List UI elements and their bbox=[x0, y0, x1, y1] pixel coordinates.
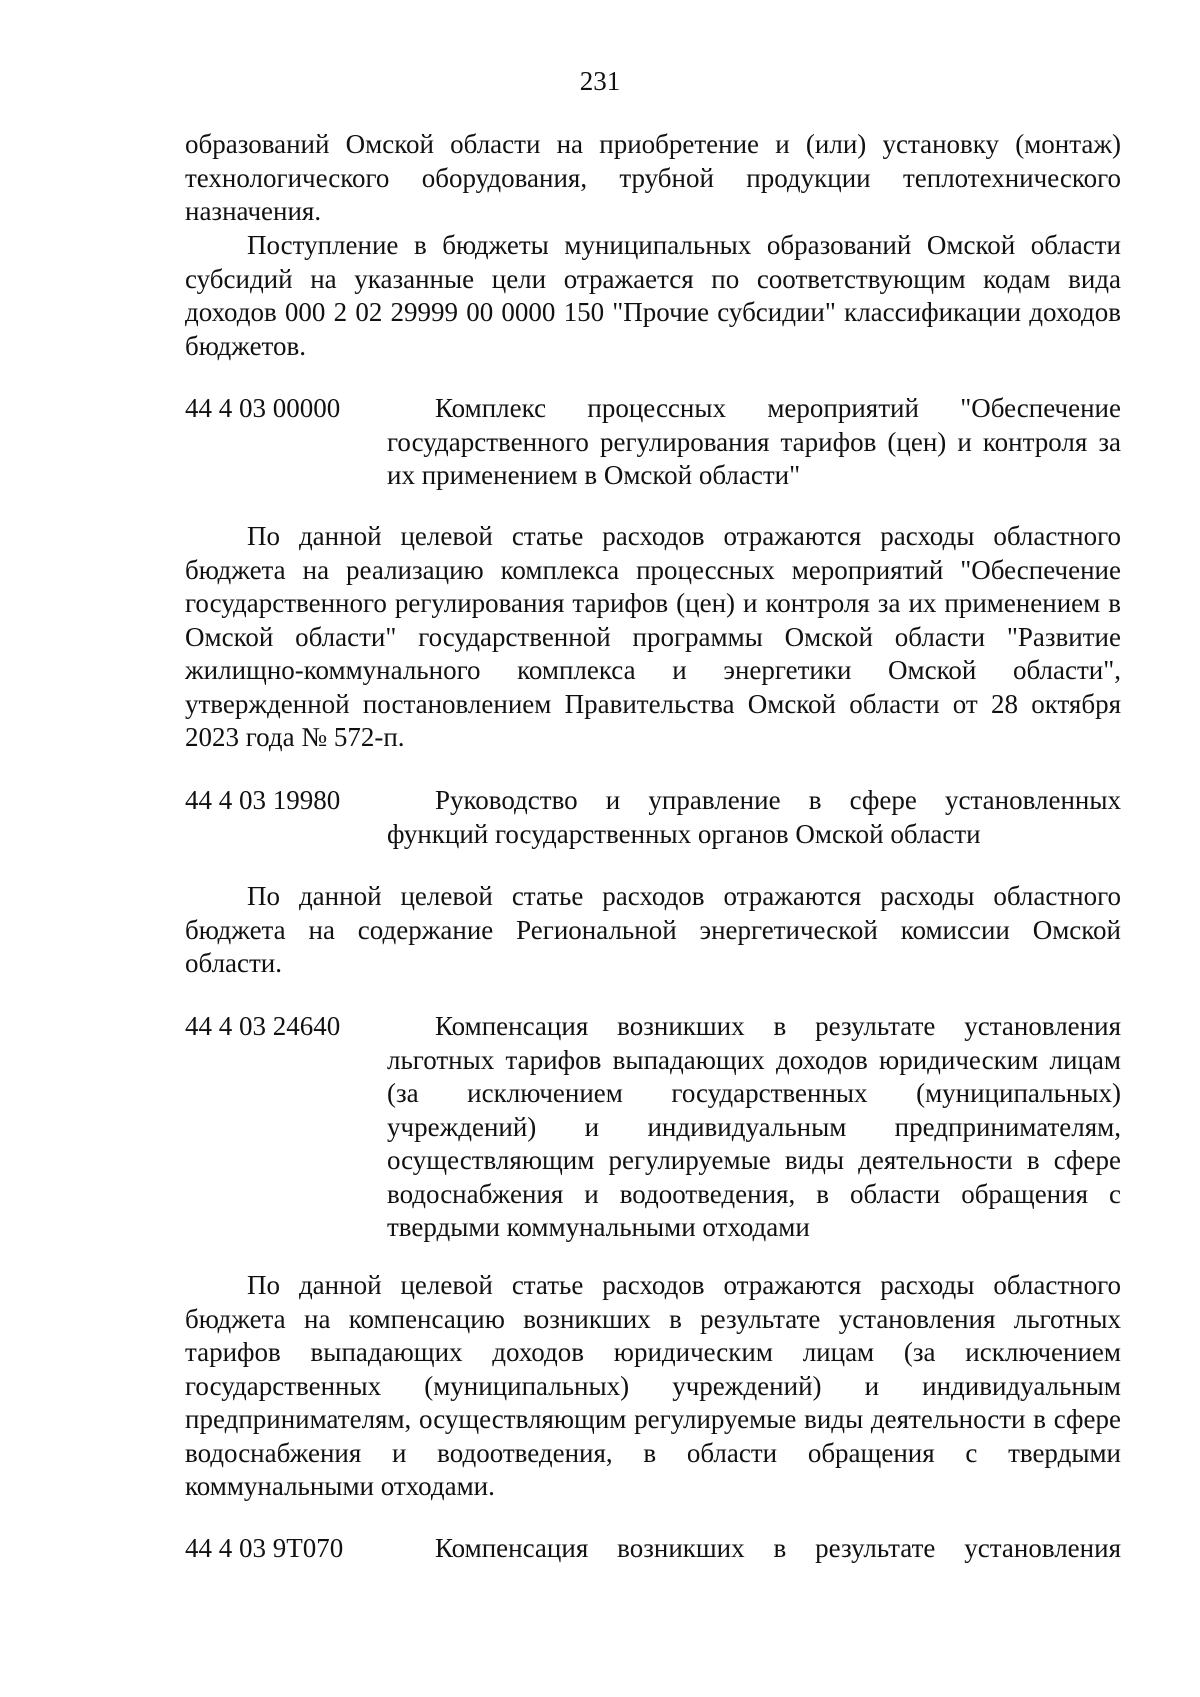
paragraph-revenue-receipt: Поступление в бюджеты муниципальных образований Омской области субсидий на указанные цели отражается по соответствующим кодам вида доходов 000 2 02 29999 00 0000 150 "Прочие субсидии" классификации доходов бюджетов. bbox=[185, 230, 1121, 361]
entry-code: 44 4 03 19980 bbox=[185, 785, 341, 815]
paragraph-entry-2-description: По данной целевой статье расходов отражаются расходы областного бюджета на содержание Региональной энергетической комиссии Омской области. bbox=[185, 881, 1121, 978]
page-number: 231 bbox=[579, 66, 621, 96]
entry-code: 44 4 03 24640 bbox=[185, 1011, 341, 1041]
entry-title: Комплекс процессных мероприятий "Обеспечение государственного регулирования тарифов (цен) и контроля за их применением в Омской области" bbox=[387, 393, 1121, 490]
paragraph-entry-3-description: По данной целевой статье расходов отражаются расходы областного бюджета на компенсацию возникших в результате установления льготных тарифов выпадающих доходов юридическим лицам (за исключением государственных (муниципальных) учреждений) и индивидуальным предпринимателям, осуществляющим регулируемые виды деятельности в сфере водоснабжения и водоотведения, в области обращения с твердыми коммунальными отходами. bbox=[185, 1270, 1121, 1501]
entry-code: 44 4 03 9Т070 bbox=[185, 1533, 344, 1563]
entry-code: 44 4 03 00000 bbox=[185, 393, 341, 423]
entry-title: Руководство и управление в сфере установленных функций государственных органов Омской области bbox=[387, 785, 1121, 849]
entry-title: Компенсация возникших в результате установления bbox=[435, 1533, 1121, 1563]
paragraph-entry-1-description: По данной целевой статье расходов отражаются расходы областного бюджета на реализацию комплекса процессных мероприятий "Обеспечение государственного регулирования тарифов (цен) и контроля за их применением в Омской области" государственной программы Омской области "Развитие жилищно-коммунального комплекса и энергетики Омской области", утвержденной постановлением Правительства Омской области от 28 октября 2023 года № 572-п. bbox=[185, 521, 1121, 752]
paragraph-continuation: образований Омской области на приобретение и (или) установку (монтаж) технологического оборудования, трубной продукции теплотехнического назначения. bbox=[185, 129, 1121, 226]
entry-title: Компенсация возникших в результате установления льготных тарифов выпадающих доходов юридическим лицам (за исключением государственных (муниципальных) учреждений) и индивидуальным предпринимателям, осуществляющим регулируемые виды деятельности в сфере водоснабжения и водоотведения, в области обращения с твердыми коммунальными отходами bbox=[387, 1011, 1121, 1242]
